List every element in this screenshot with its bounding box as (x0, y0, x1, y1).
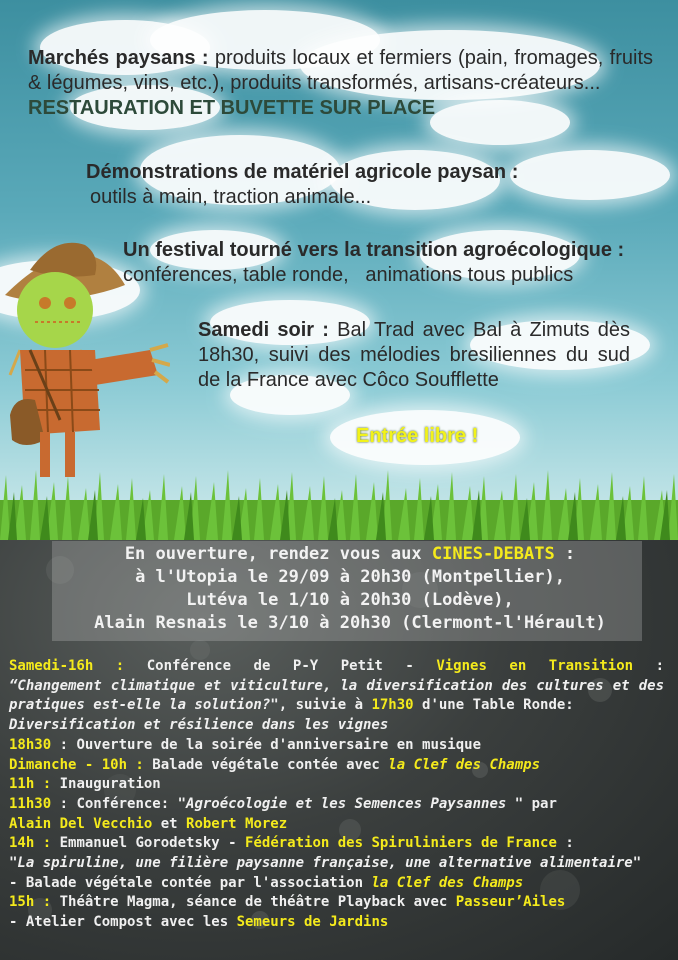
saturday-evening-paragraph (198, 318, 630, 393)
program-time: 11h : (9, 776, 52, 793)
demonstrations-title: Démonstrations de matériel agricole paysan : (86, 161, 519, 183)
program-item (9, 893, 664, 913)
markets-paragraph (28, 46, 653, 121)
program-item (9, 657, 664, 677)
program-time: Samedi-16h : (9, 658, 125, 674)
program-speaker: Robert Morez (186, 815, 288, 832)
program-item (9, 795, 664, 815)
markets-text: produits locaux et fermiers (pain, fromages, fruits & légumes, vins, etc.), produits transformés, artisans-créateurs... (28, 47, 654, 94)
program-time: 14h : (9, 835, 52, 852)
program-text: Conférence de P-Y Petit - (124, 658, 437, 674)
program-item (9, 913, 664, 933)
program-text: : Conférence: " (51, 795, 187, 812)
program-item (9, 834, 664, 854)
program-text: , suivie à (278, 697, 372, 714)
program-quote: “Changement climatique et viticulture, la diversification des cultures et des pratiques est-elle la solution?" (9, 677, 664, 714)
program-text: d'une Table Ronde: (413, 697, 574, 714)
program-org: Semeurs de Jardins (236, 914, 389, 931)
program-time: 11h30 (9, 795, 52, 812)
program-time: 15h : (9, 894, 52, 911)
program-time: Dimanche - 10h : (9, 756, 144, 773)
program-text: Inauguration (51, 776, 161, 793)
food-drinks-notice: RESTAURATION ET BUVETTE SUR PLACE (28, 97, 436, 119)
program-text: Théâtre Magma, séance de théâtre Playback avec (51, 894, 456, 911)
program-text: - Balade végétale contée par l'association (9, 874, 372, 891)
program-text: et (152, 815, 187, 832)
cine-line: Alain Resnais le 3/10 à 20h30 (Clermont-l'Hérault) (94, 613, 606, 633)
cine-colon: : (554, 544, 576, 564)
program-item (9, 874, 664, 894)
program-quote: "La spiruline, une filière paysanne française, une alternative alimentaire" (9, 855, 642, 872)
cine-debats-text (40, 543, 660, 635)
program-org: Passeur’Ailes (455, 894, 566, 911)
program-text: : (556, 835, 574, 852)
program-title: Vignes en Transition (436, 658, 634, 674)
saturday-evening-title: Samedi soir : (198, 319, 329, 341)
program-org: la Clef des Champs (371, 874, 524, 891)
program-item (9, 736, 664, 756)
program-item (9, 716, 664, 736)
program-text: - Atelier Compost avec les (9, 914, 237, 931)
program-title: Agroécologie et les Semences Paysannes (186, 795, 507, 812)
program-text: : Ouverture de la soirée d'anniversaire en musique (51, 736, 482, 753)
program-item (9, 775, 664, 795)
program-org: Fédération des Spiruliniers de France (245, 835, 557, 852)
program-item (9, 756, 664, 776)
program-text: Balade végétale contée avec (143, 756, 389, 773)
program-text: : (633, 658, 665, 674)
program-org: la Clef des Champs (388, 756, 541, 773)
festival-text: conférences, table ronde, animations tous publics (123, 264, 574, 286)
program-item (9, 815, 664, 835)
program-speaker: Alain Del Vecchio (9, 815, 153, 832)
festival-paragraph (123, 238, 663, 288)
saturday-evening-text: Bal Trad avec Bal à Zimuts dès 18h30, suivi des mélodies bresiliennes du sud de la France avec Côco Soufflette (198, 319, 630, 391)
cine-line: à l'Utopia le 29/09 à 20h30 (Montpellier), (135, 567, 565, 587)
program-text: " par (506, 795, 557, 812)
free-entry-label: Entrée libre ! (356, 425, 479, 447)
program-subtitle: Diversification et résilience dans les vignes (9, 717, 389, 734)
program-list (9, 657, 664, 933)
markets-title: Marchés paysans : (28, 47, 209, 69)
program-time: 17h30 (371, 697, 414, 714)
cine-highlight: CINES-DEBATS (431, 544, 555, 564)
grass-strip (0, 470, 678, 540)
program-time: 18h30 (9, 736, 52, 753)
demonstrations-text: outils à main, traction animale... (90, 186, 372, 208)
cine-intro: En ouverture, rendez vous aux (124, 544, 432, 564)
program-text: Emmanuel Gorodetsky - (51, 835, 246, 852)
festival-title: Un festival tourné vers la transition agroécologique : (123, 239, 625, 261)
demonstrations-paragraph (84, 160, 604, 210)
program-item (9, 854, 664, 874)
program-item (9, 677, 664, 716)
cine-line: Lutéva le 1/10 à 20h30 (Lodève), (186, 590, 514, 610)
